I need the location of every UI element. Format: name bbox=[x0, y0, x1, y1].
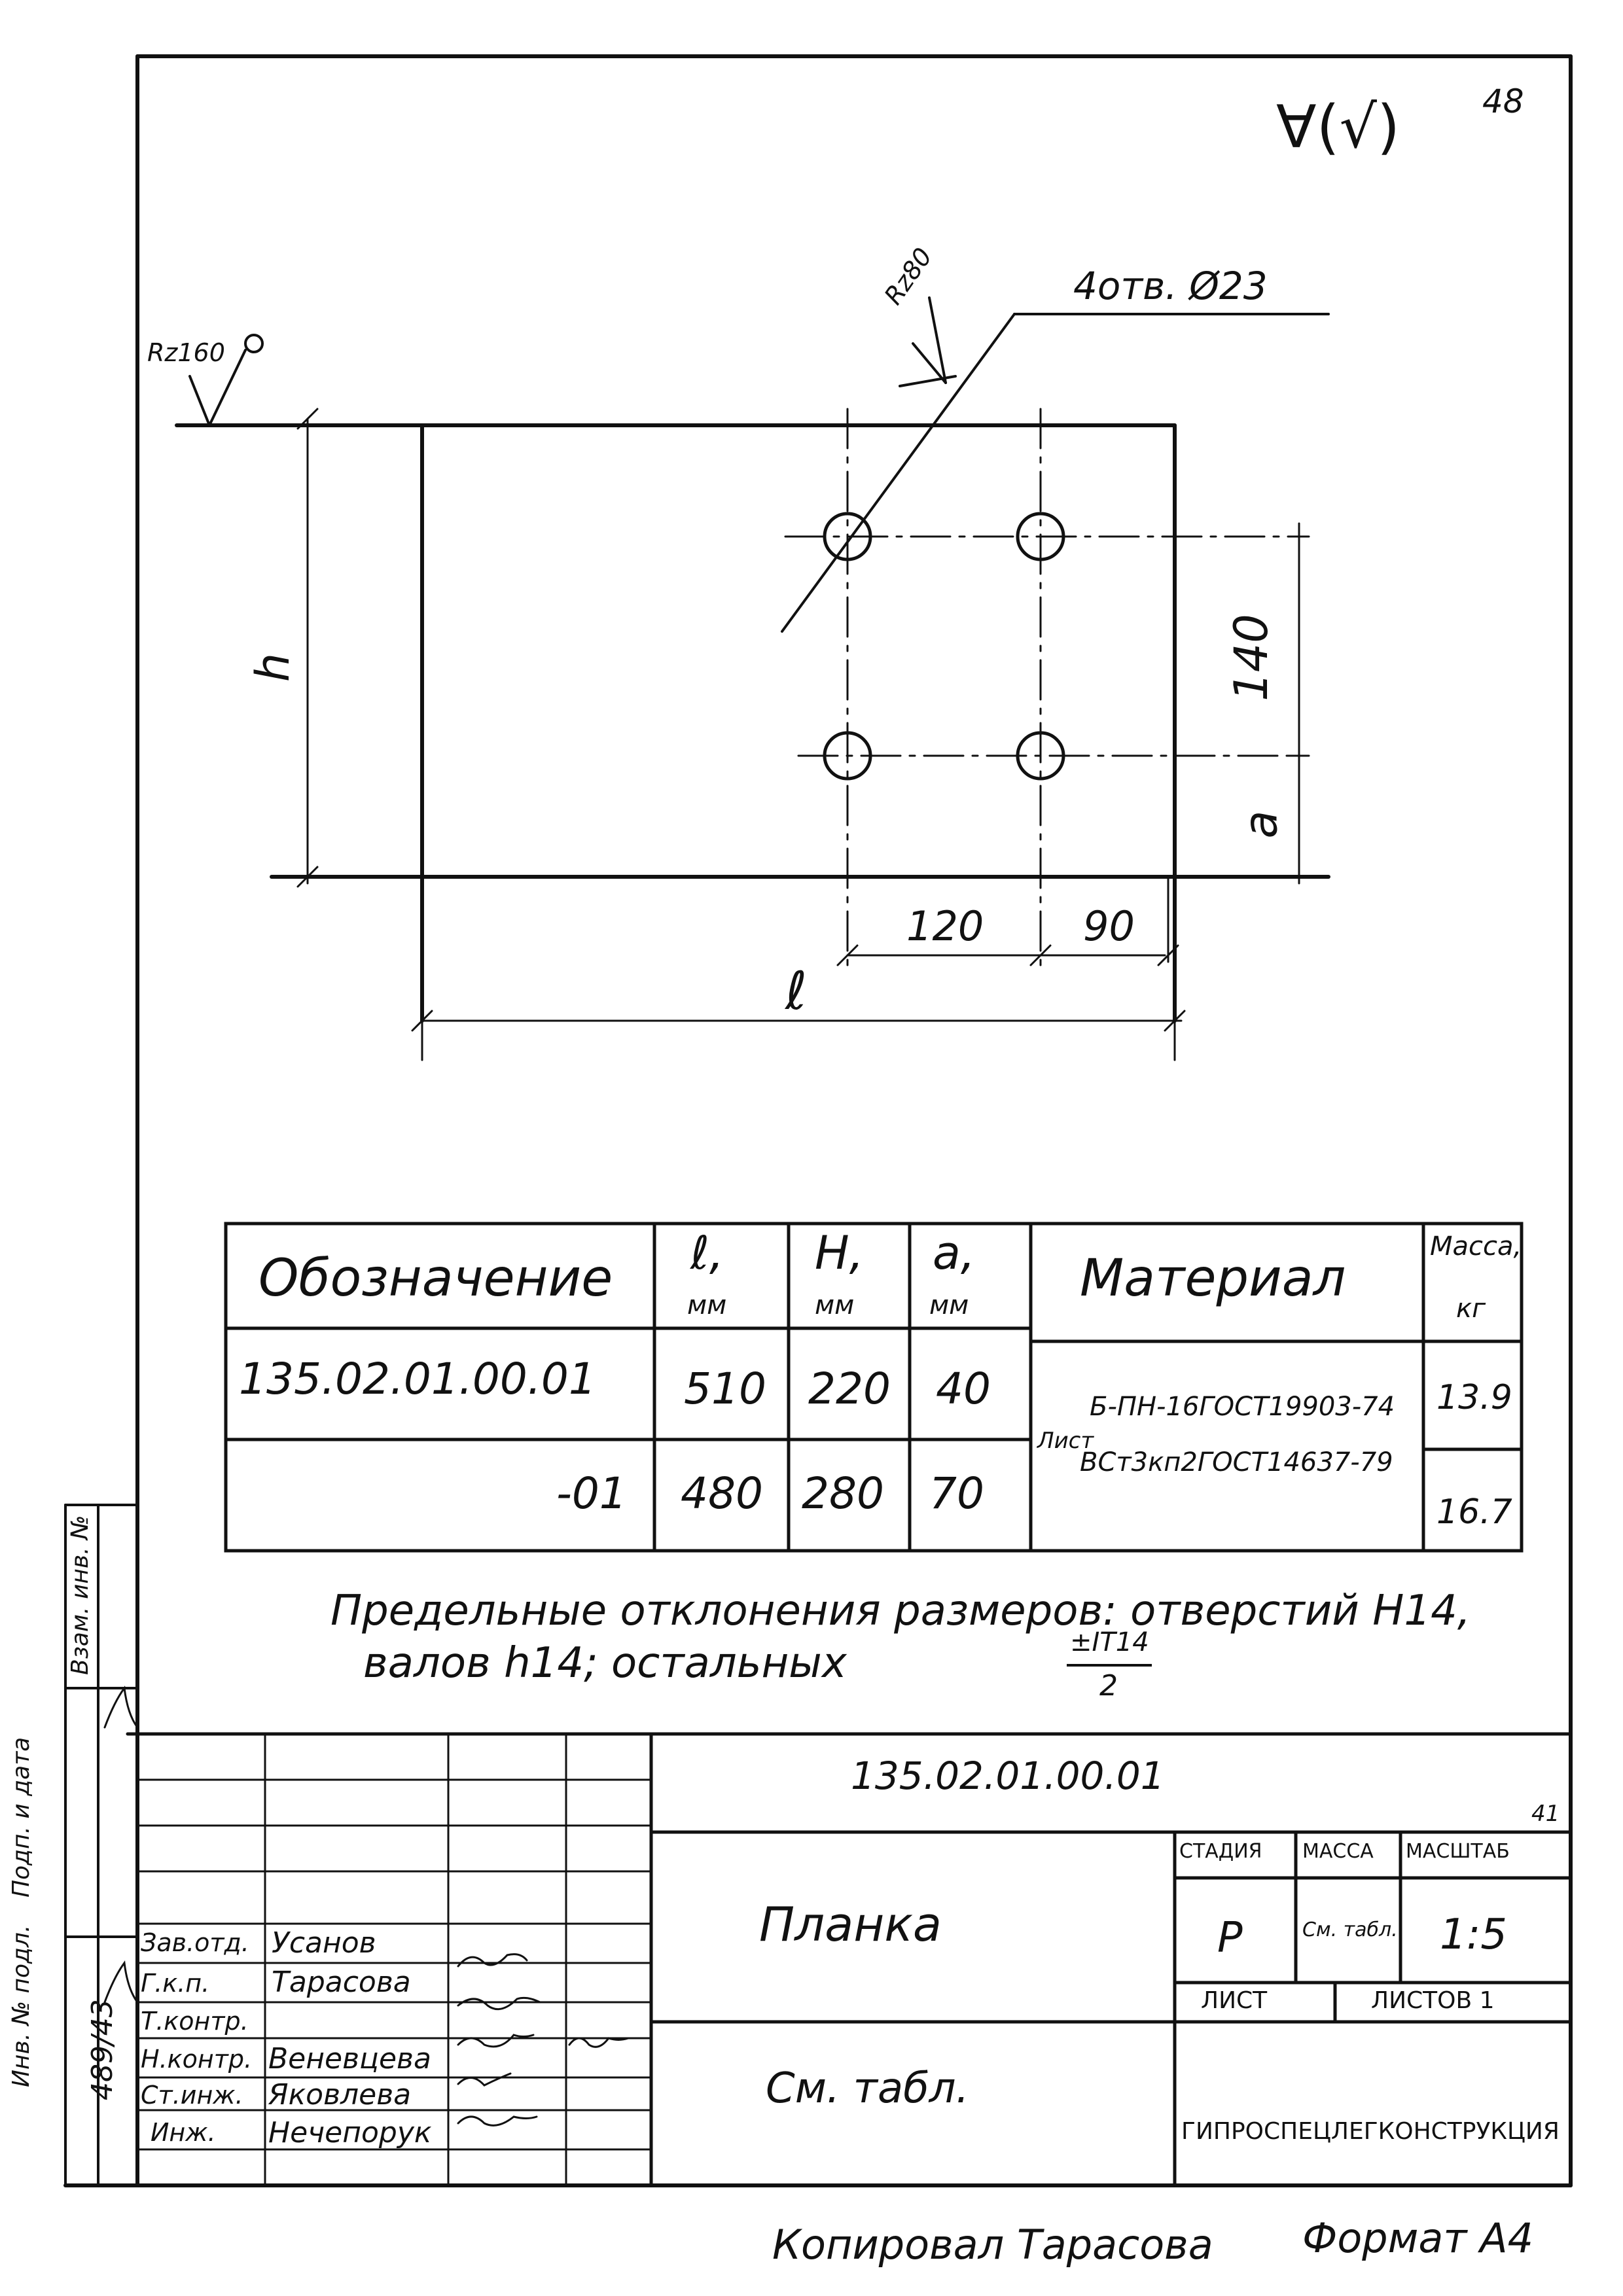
row2-mass: 16.7 bbox=[1436, 1492, 1512, 1532]
roughness-label-left: Rz160 bbox=[147, 338, 225, 367]
header-a-unit: мм bbox=[929, 1290, 969, 1320]
row1-designation: 135.02.01.00.01 bbox=[239, 1354, 596, 1404]
tolerance-fraction-denominator: 2 bbox=[1099, 1669, 1118, 1703]
stage-label: СТАДИЯ bbox=[1179, 1840, 1262, 1863]
stage-value: Р bbox=[1217, 1914, 1243, 1962]
margin-replaced-inv-label: Взам. инв. № bbox=[67, 1515, 94, 1675]
name-engineer: Нечепорук bbox=[268, 2116, 432, 2149]
dimension-140-label: 140 bbox=[1224, 614, 1278, 701]
organization-name: ГИПРОСПЕЦЛЕГКОНСТРУКЦИЯ bbox=[1181, 2118, 1560, 2145]
document-code: 135.02.01.00.01 bbox=[851, 1754, 1165, 1798]
header-l: ℓ, bbox=[690, 1226, 724, 1280]
roughness-label-holes: Rz80 bbox=[878, 242, 938, 310]
mass-value: См. табл. bbox=[1302, 1918, 1398, 1941]
role-engineer: Инж. bbox=[151, 2118, 216, 2147]
row2-h: 280 bbox=[802, 1468, 884, 1519]
role-tech-control: Т.контр. bbox=[141, 2007, 249, 2036]
margin-sign-date-label: Подп. и дата bbox=[8, 1737, 35, 1898]
row1-l: 510 bbox=[684, 1364, 766, 1414]
header-material: Материал bbox=[1080, 1249, 1346, 1308]
header-h-unit: мм bbox=[815, 1290, 855, 1320]
page-small-number: 41 bbox=[1531, 1801, 1560, 1827]
holes bbox=[825, 514, 1063, 779]
row1-a: 40 bbox=[936, 1364, 991, 1414]
mass-label: МАССА bbox=[1302, 1840, 1374, 1863]
header-a: a, bbox=[933, 1226, 976, 1280]
tolerance-note-line1: Предельные отклонения размеров: отверстий Н14, bbox=[330, 1587, 1471, 1635]
name-head-dept: Усанов bbox=[272, 1926, 376, 1960]
row2-a: 70 bbox=[929, 1468, 984, 1519]
roughness-symbol-holes bbox=[913, 298, 946, 383]
row1-mass: 13.9 bbox=[1436, 1378, 1512, 1417]
hole-leader bbox=[782, 314, 1329, 631]
holes-callout: 4отв. Ø23 bbox=[1073, 264, 1268, 308]
header-h: H, bbox=[815, 1226, 864, 1280]
dimension-h-label: h bbox=[246, 652, 300, 682]
material-line1: Б-ПН-16ГОСТ19903-74 bbox=[1090, 1392, 1395, 1422]
header-mass-unit: кг bbox=[1456, 1294, 1486, 1324]
tolerance-note-line2: валов h14; остальных bbox=[363, 1639, 847, 1687]
header-l-unit: мм bbox=[687, 1290, 727, 1320]
role-chief-designer: Г.к.п. bbox=[141, 1969, 210, 1998]
name-norm-control: Веневцева bbox=[268, 2042, 431, 2075]
row2-designation: -01 bbox=[556, 1468, 627, 1519]
scale-value: 1:5 bbox=[1440, 1911, 1507, 1959]
role-head-dept: Зав.отд. bbox=[141, 1928, 249, 1957]
role-senior-engineer: Ст.инж. bbox=[141, 2081, 243, 2110]
margin-inv-no-label: Инв. № подл. bbox=[8, 1924, 35, 2087]
sheets-label: ЛИСТОВ 1 bbox=[1371, 1987, 1495, 2014]
header-designation: Обозначение bbox=[259, 1249, 613, 1308]
footer-copied-by: Копировал Тарасова bbox=[772, 2221, 1213, 2269]
name-chief-designer: Тарасова bbox=[272, 1966, 411, 1999]
material-line2: ВСт3кп2ГОСТ14637-79 bbox=[1080, 1447, 1393, 1477]
role-norm-control: Н.контр. bbox=[141, 2045, 253, 2074]
tolerance-fraction-numerator: ±IT14 bbox=[1070, 1627, 1149, 1657]
general-roughness-mark: ∀(√) bbox=[1276, 93, 1400, 162]
tolerance-fraction-bar bbox=[1067, 1662, 1152, 1669]
margin-inv-no-value: 489/43 bbox=[86, 1999, 119, 2100]
dimension-a-label: a bbox=[1234, 810, 1288, 839]
sheet-label: ЛИСТ bbox=[1201, 1987, 1268, 2014]
footer-format: Формат А4 bbox=[1302, 2214, 1534, 2262]
sheet-number-corner: 48 bbox=[1482, 82, 1524, 120]
part-outline bbox=[177, 425, 1329, 1021]
material-prefix: Лист bbox=[1037, 1428, 1094, 1454]
dimension-90-label: 90 bbox=[1083, 902, 1135, 950]
row2-l: 480 bbox=[681, 1468, 763, 1519]
material-reference: См. табл. bbox=[766, 2064, 969, 2113]
dimension-l-label: ℓ bbox=[785, 961, 808, 1021]
scale-label: МАСШТАБ bbox=[1406, 1840, 1510, 1863]
header-mass: Масса, bbox=[1430, 1231, 1522, 1262]
drawing-title: Планка bbox=[759, 1897, 942, 1952]
sheet-frame bbox=[65, 56, 1571, 2185]
dimension-120-label: 120 bbox=[906, 902, 984, 950]
row1-h: 220 bbox=[808, 1364, 891, 1414]
name-senior-engineer: Яковлева bbox=[268, 2078, 412, 2111]
